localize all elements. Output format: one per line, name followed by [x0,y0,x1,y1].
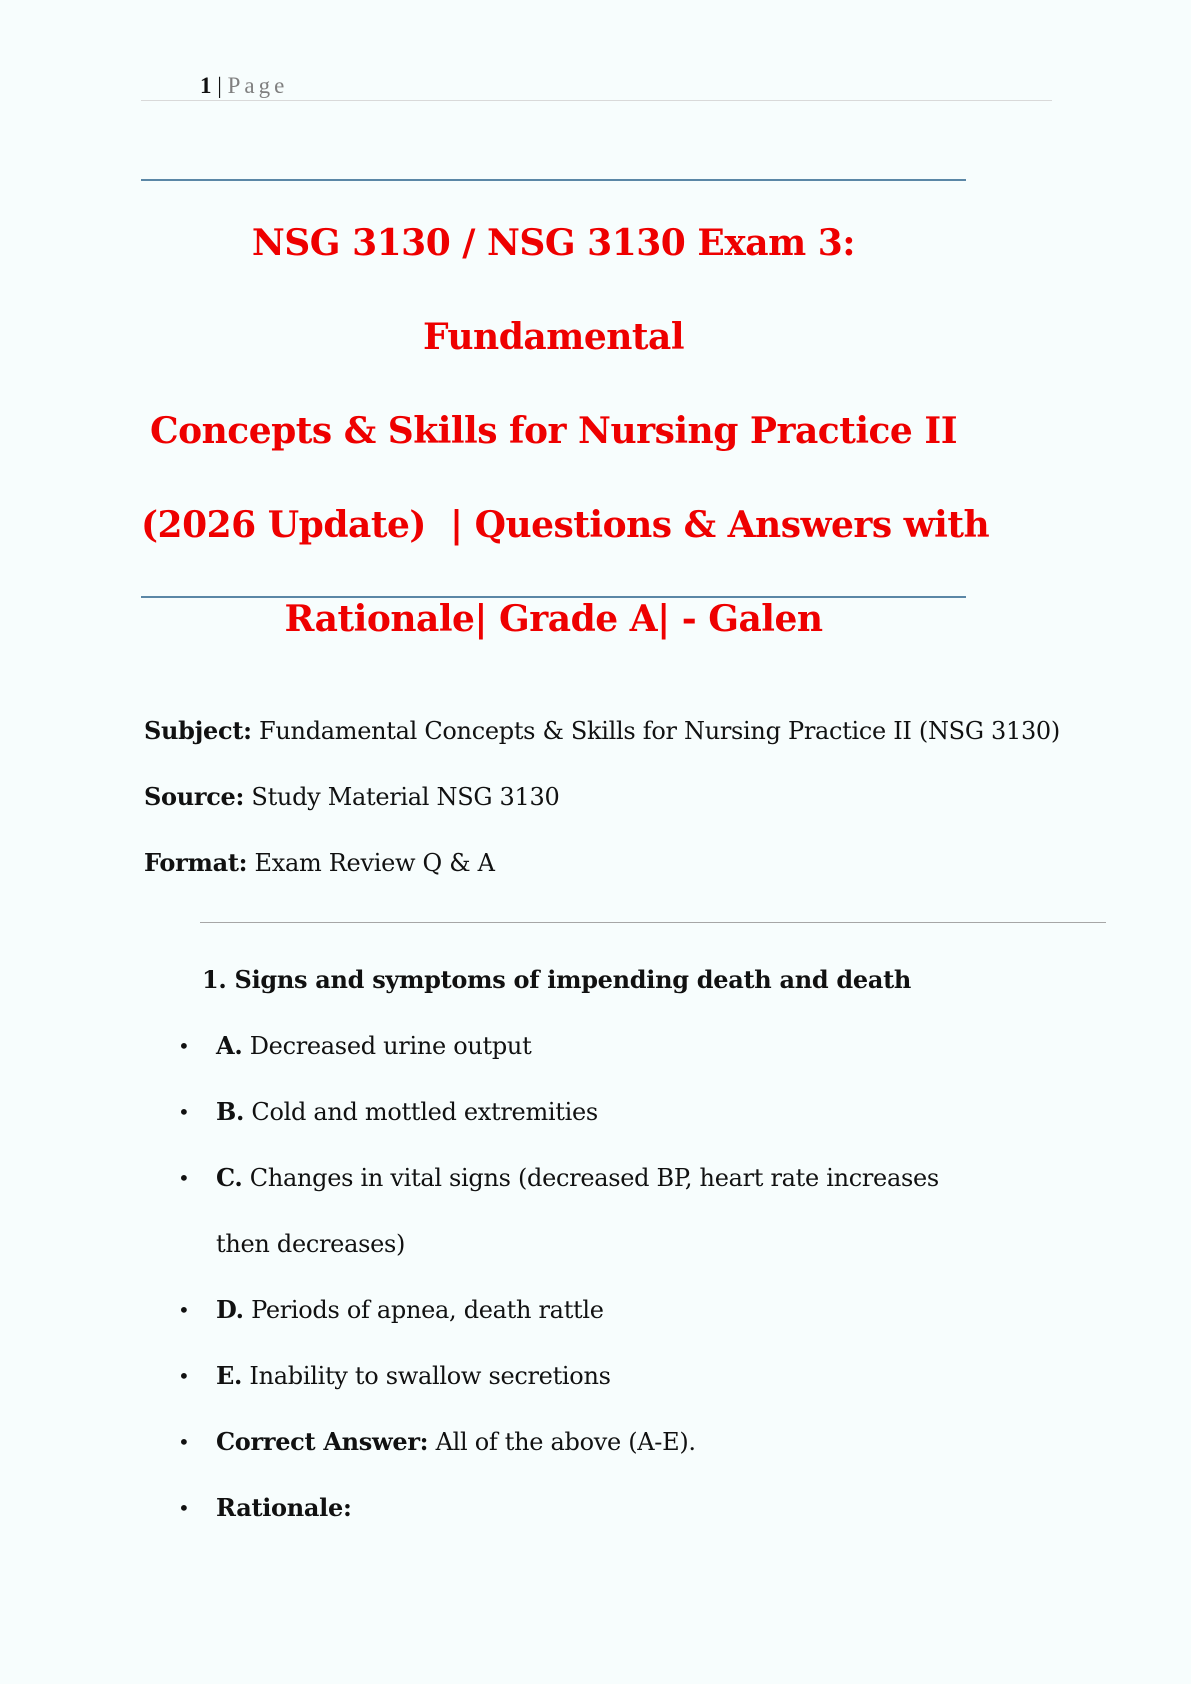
document-meta [144,698,1060,896]
title-line-4: Rationale| Grade A| - Galen [284,598,823,640]
option-text: Periods of apnea, death rattle [251,1296,604,1324]
title-line-1: NSG 3130 / NSG 3130 Exam 3: Fundamental [251,222,856,358]
correct-answer-text: All of the above (A-E). [435,1428,696,1456]
option-letter: B. [216,1097,245,1126]
option-text: Decreased urine output [249,1032,532,1060]
list-item [172,1343,992,1409]
correct-answer-label: Correct Answer: [216,1427,429,1456]
rationale-label: Rationale: [216,1493,352,1522]
bullet-icon: • [178,1298,190,1322]
list-item [172,1013,992,1079]
title-line-2: Concepts & Skills for Nursing Practice II [149,410,958,452]
subject-label: Subject: [144,716,252,745]
meta-format [144,830,1060,896]
format-value: Exam Review Q & A [254,849,495,877]
bullet-icon: • [178,1496,190,1520]
page-separator: | [217,73,222,98]
page-number: 1 [200,73,212,98]
answer-list [172,1013,992,1541]
bullet-icon: • [178,1364,190,1388]
subject-value: Fundamental Concepts & Skills for Nursing Practice II (NSG 3130) [259,717,1060,745]
meta-subject [144,698,1060,764]
header-divider [141,100,1052,101]
source-label: Source: [144,782,245,811]
bullet-icon: • [178,1430,190,1454]
list-item [172,1079,992,1145]
title-bottom-rule [141,596,966,598]
option-text: Changes in vital signs (decreased BP, heart rate increases then decreases) [216,1164,939,1258]
title-top-rule [141,179,966,181]
option-letter: D. [216,1295,244,1324]
meta-source [144,764,1060,830]
option-text: Inability to swallow secretions [249,1362,611,1390]
option-letter: C. [216,1163,243,1192]
page-header [200,70,288,102]
page-word: Page [227,73,289,98]
option-letter: A. [216,1031,243,1060]
bullet-icon: • [178,1034,190,1058]
list-item [172,1277,992,1343]
list-item [172,1475,992,1541]
format-label: Format: [144,848,248,877]
option-text: Cold and mottled extremities [251,1098,598,1126]
title-line-3: (2026 Update) | Questions & Answers with [141,504,990,546]
question-divider [200,922,1106,923]
source-value: Study Material NSG 3130 [251,783,560,811]
bullet-icon: • [178,1166,190,1190]
list-item [172,1145,992,1277]
question-number: 1. [202,965,227,994]
bullet-icon: • [178,1100,190,1124]
option-letter: E. [216,1361,243,1390]
question-heading [202,947,911,1013]
question-text: Signs and symptoms of impending death and death [234,965,912,994]
list-item [172,1409,992,1475]
